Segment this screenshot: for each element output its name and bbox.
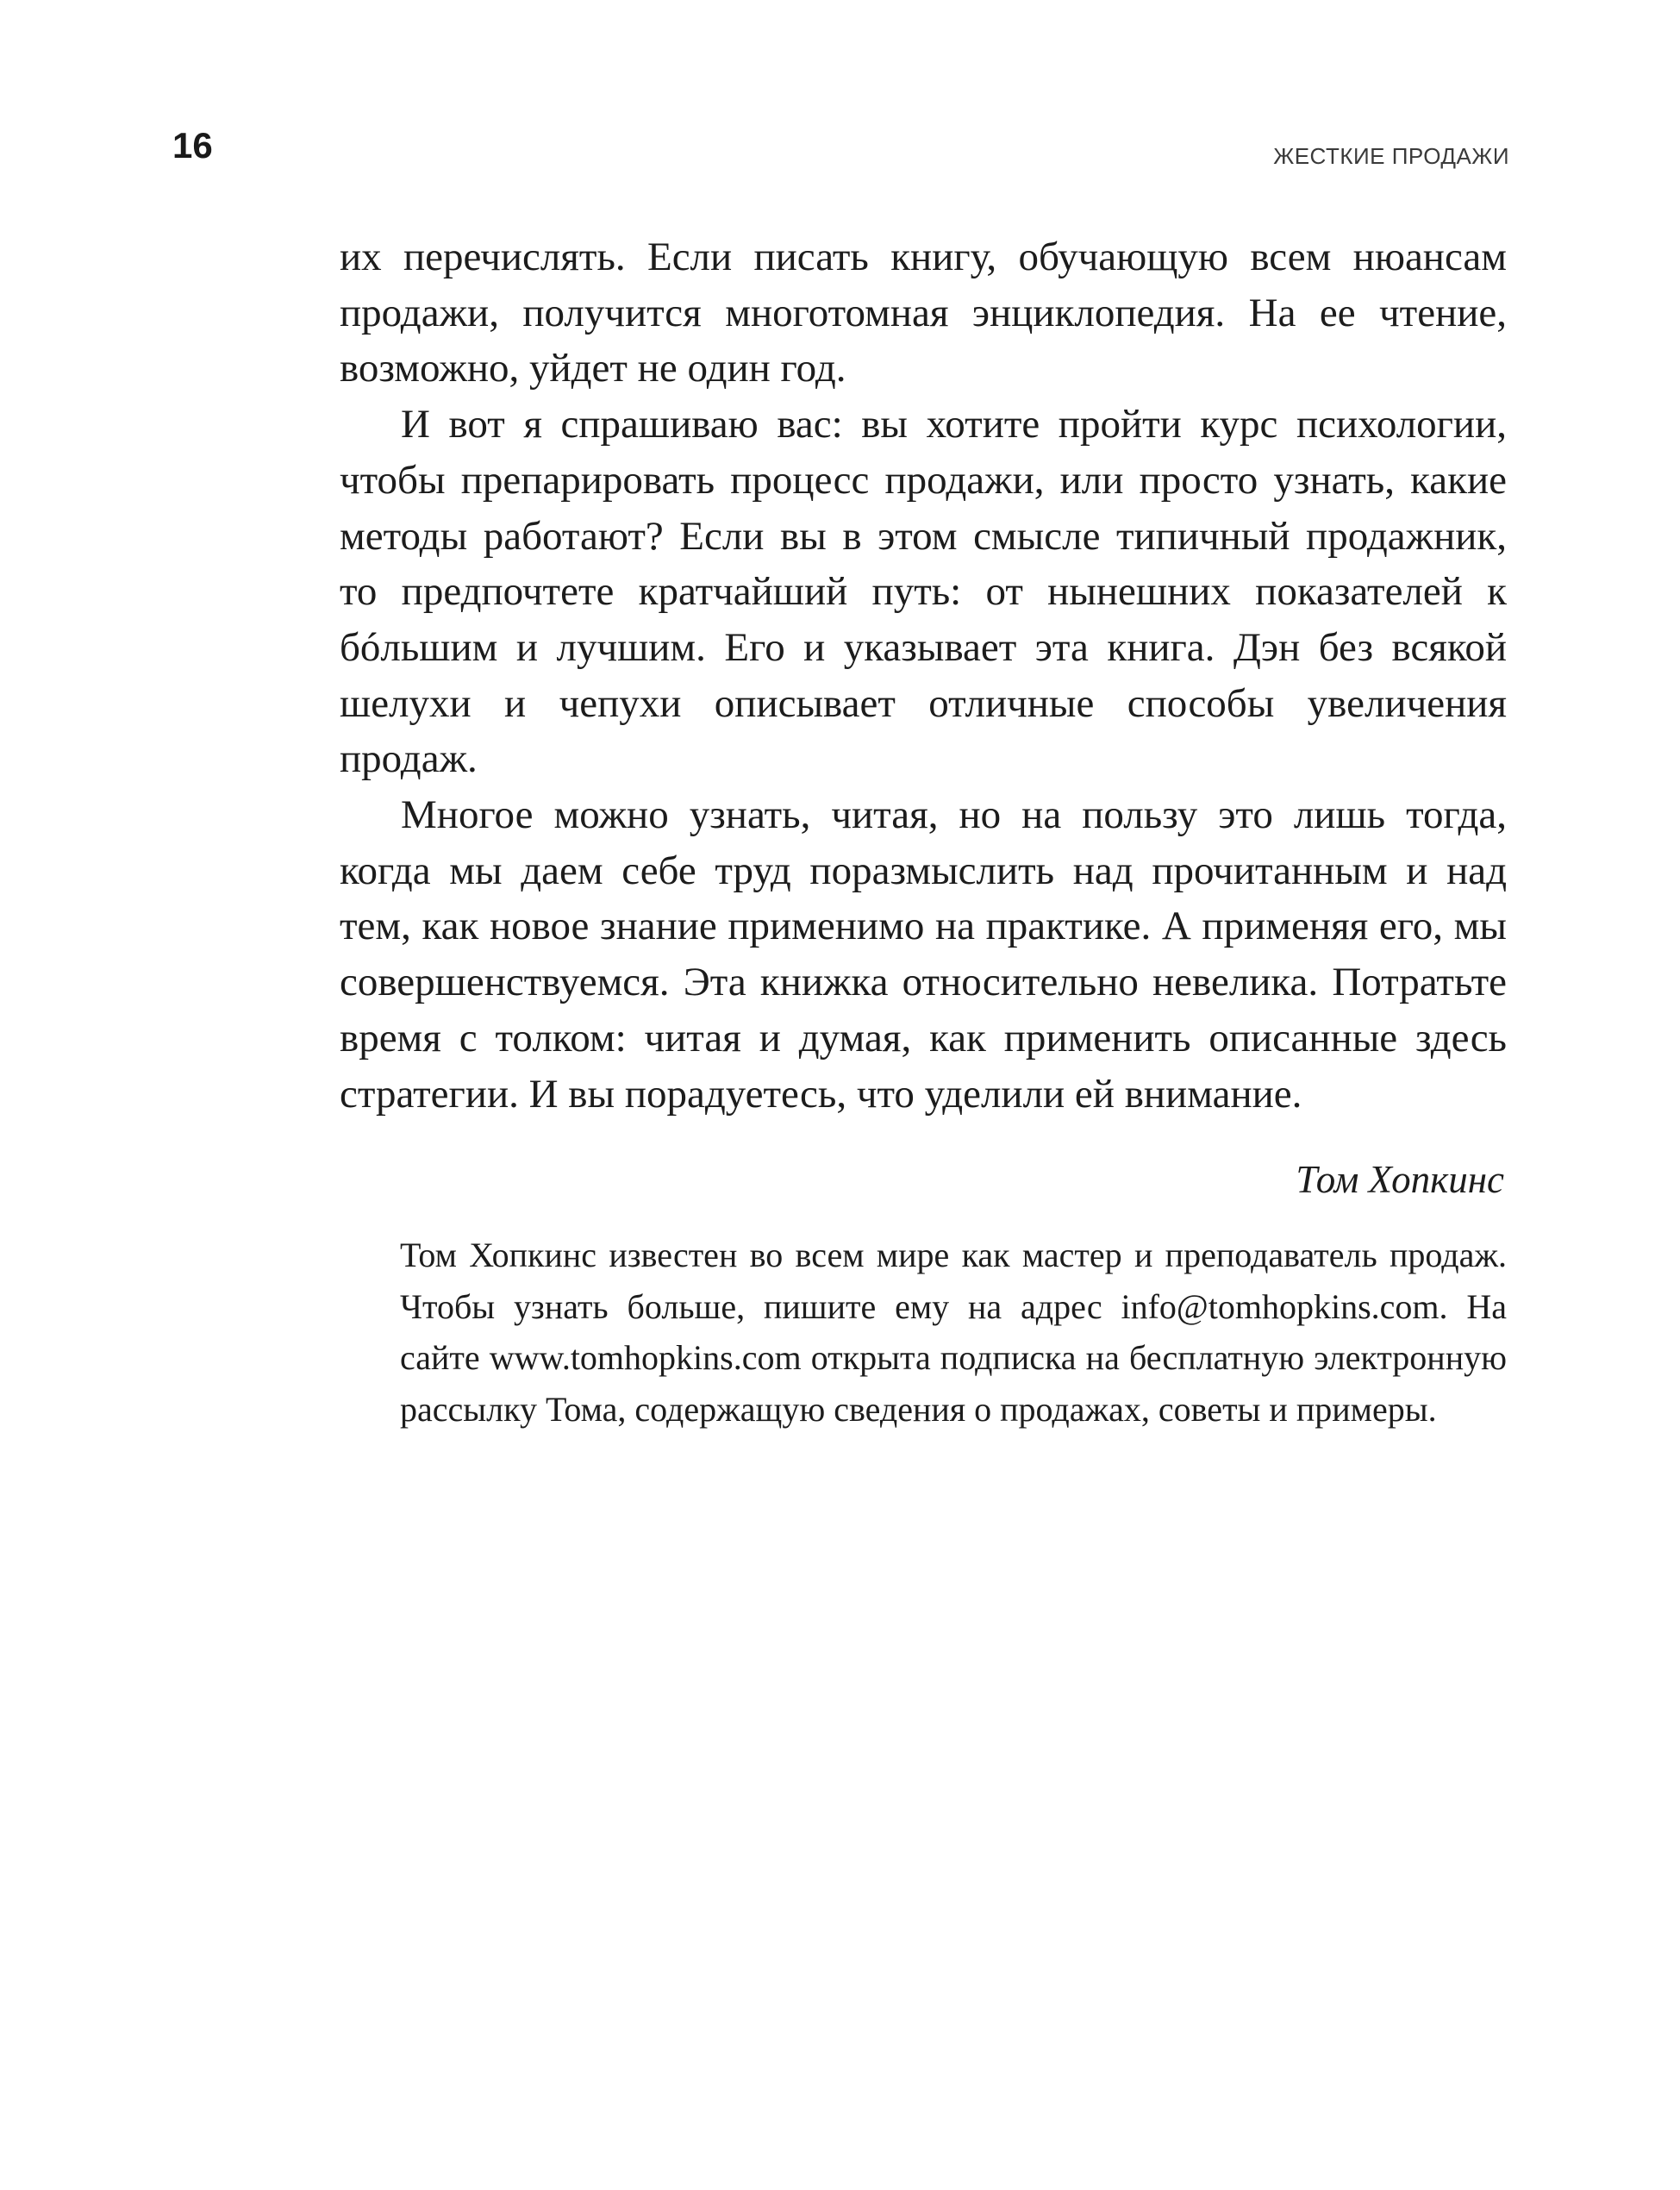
page-number: 16	[172, 125, 213, 166]
signature: Том Хопкинс	[1296, 1158, 1504, 1201]
paragraph-3: Многое можно узнать, читая, но на пользу это лишь тогда, когда мы даем себе труд поразмыслить над прочитанным и над тем, как новое знание применимо на практике. А применяя его, мы совершенствуемся. Эта книжка относительно невелика. Потратьте время с толком: читая и думая, как применить описанные здесь стратегии. И вы порадуетесь, что уделили ей внимание.	[340, 792, 1507, 1117]
body-text	[340, 229, 1507, 1122]
author-note-text: Том Хопкинс известен во всем мире как мастер и преподаватель продаж. Чтобы узнать больше, пишите ему на адрес info@tomhopkins.com. На сайте www.tomhopkins.com открыта подписка на бесплатную электронную рассылку Тома, содержащую сведения о продажах, советы и примеры.	[400, 1236, 1507, 1429]
running-title: ЖЕСТКИЕ ПРОДАЖИ	[1273, 143, 1509, 169]
paragraph-2: И вот я спрашиваю вас: вы хотите пройти курс психологии, чтобы препарировать процесс продажи, или просто узнать, какие методы работают? Если вы в этом смысле типичный продажник, то предпочтете кратчайший путь: от нынешних показателей к бóльшим и лучшим. Его и указывает эта книга. Дэн без всякой шелухи и чепухи описывает отличные способы увеличения продаж.	[340, 402, 1507, 782]
author-note	[400, 1230, 1507, 1435]
paragraph-1: их перечислять. Если писать книгу, обучающую всем нюансам продажи, получится многотомная энциклопедия. На ее чтение, возможно, уйдет не один год.	[340, 235, 1507, 391]
